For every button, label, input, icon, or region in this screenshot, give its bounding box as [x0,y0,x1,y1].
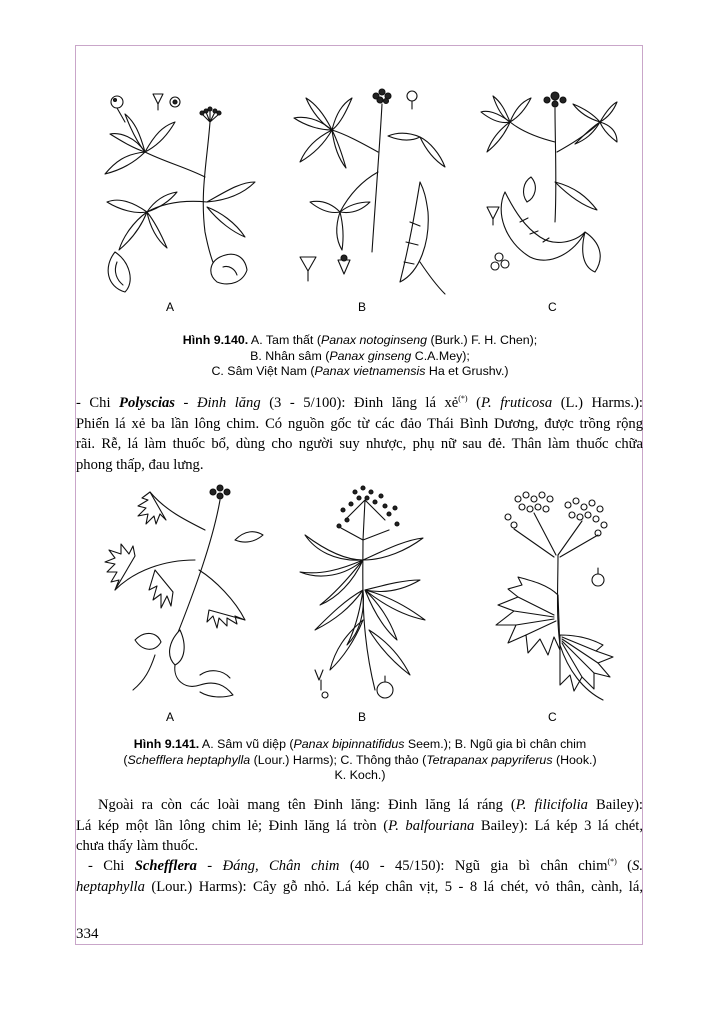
caption-text: K. Koch.) [334,768,386,782]
species-name: P. fruticosa [481,395,553,411]
figure-140-caption [82,333,638,380]
caption-text: Ha et Grushv.) [425,364,509,378]
text: - Chi [88,858,135,874]
paragraph-polyscias [76,393,643,475]
caption-number: Hình 9.141. [133,737,200,751]
panel-label-c-140: C [548,300,557,314]
caption-species: Panax notoginseng [320,333,428,347]
panel-label-c-141: C [548,710,557,724]
caption-species: Tetrapanax papyriferus [426,752,553,767]
footnote-marker: (*) [607,857,617,867]
text: ( [467,395,482,411]
text: - Chi [76,395,120,411]
text-line: rãi. Rễ, lá làm thuốc bổ, dùng cho người suy nhược, phụ nữ sau đẻ. Thân làm thuốc chữa [76,436,643,452]
species-name: P. balfouriana [388,817,475,834]
text: - [196,858,223,874]
panel-label-b-140: B [358,300,367,314]
caption-text: (Burk.) F. H. Chen); [427,333,538,347]
species-name: heptaphylla [76,878,145,895]
tetrapanax-papyriferus-illustration [478,485,623,705]
species-name: S. [632,858,643,874]
panax-bipinnatifidus-illustration [95,480,265,705]
caption-number: Hình 9.140. [182,333,249,347]
species-name: P. filicifolia [515,797,588,813]
panax-notoginseng-drawing-icon [95,82,265,297]
caption-text: C. Sâm Việt Nam ( [211,364,315,378]
caption-species: Panax ginseng [329,348,412,363]
caption-text: (Hook.) [552,752,597,767]
page-number: 334 [76,926,99,942]
panel-label-a-140: A [166,300,175,314]
schefflera-heptaphylla-illustration [285,480,445,705]
text-line: phong thấp, đau lưng. [76,456,204,473]
genus-name: Schefflera [134,858,197,874]
genus-name: Polyscias [119,395,175,411]
panax-notoginseng-illustration [95,82,265,297]
panax-bipinnatifidus-drawing-icon [95,480,265,705]
panax-ginseng-illustration [280,82,455,297]
footnote-marker: (*) [458,394,468,404]
common-name: Đáng, Chân chim [222,858,340,874]
schefflera-heptaphylla-drawing-icon [285,480,445,705]
caption-text: A. Tam thất ( [248,333,321,347]
text: (Lour.) Harms): Cây gỗ nhỏ. Lá kép chân vịt, 5 - 8 lá chét, vỏ thân, cành, lá, [144,878,643,895]
text: (40 - 45/150): Ngũ gia bì chân chim [339,858,608,874]
panel-label-b-141: B [358,710,367,724]
text: - [174,395,197,411]
caption-text: B. Nhân sâm ( [250,348,330,363]
panel-label-a-141: A [166,710,175,724]
caption-species: Schefflera heptaphylla [127,752,251,767]
text: (3 - 5/100): Đinh lăng lá xẻ [260,395,459,411]
caption-species: Panax vietnamensis [314,364,426,378]
panax-vietnamensis-drawing-icon [475,82,620,297]
caption-text: ( [123,752,128,767]
caption-text: (Lour.) Harms); C. Thông thảo ( [250,752,427,767]
caption-text: A. Sâm vũ diệp ( [199,737,294,751]
text: Ngoài ra còn các loài mang tên Đinh lăng: Đinh lăng lá ráng ( [98,797,516,813]
caption-text: C.A.Mey); [411,348,470,363]
text: Bailey): [587,797,643,813]
caption-species: Panax bipinnatifidus [293,737,405,751]
text: Lá kép một lần lông chim lẻ; Đinh lăng lá tròn ( [76,817,389,834]
paragraph-schefflera [76,856,643,897]
common-name: Đinh lăng [196,395,261,411]
tetrapanax-papyriferus-drawing-icon [478,485,623,705]
text: Bailey): Lá kép 3 lá chét, [474,817,643,834]
text: ( [616,858,633,874]
text-line: Phiến lá xẻ ba lần lông chim. Có nguồn gốc từ các đảo Thái Bình Dương, được trồng rộng [76,415,643,432]
figure-141-caption [82,737,638,784]
text: (L.) Harms.): [552,395,643,411]
paragraph-dinh-lang-species [76,795,643,857]
panax-ginseng-drawing-icon [280,82,455,297]
text-line: chưa thấy làm thuốc. [76,838,199,854]
caption-text: Seem.); B. Ngũ gia bì chân chim [404,737,587,751]
panax-vietnamensis-illustration [475,82,620,297]
